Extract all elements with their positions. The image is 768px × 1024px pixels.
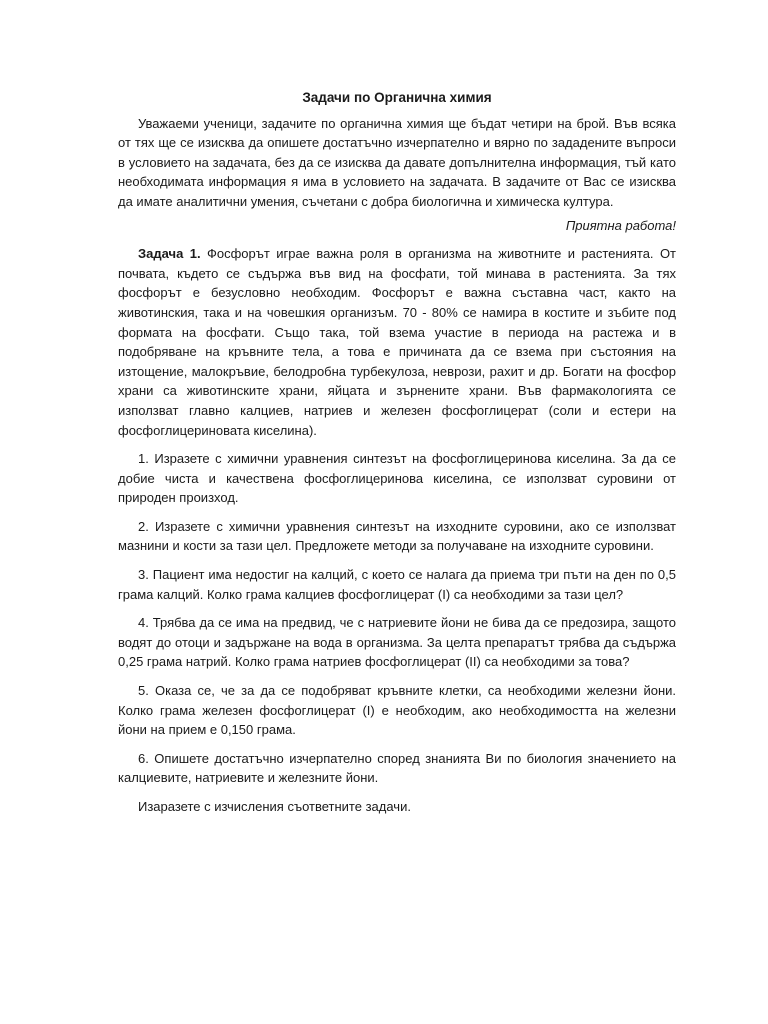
document-page: [118, 88, 676, 826]
question-3: 3. Пациент има недостиг на калций, с което се налага да приема три пъти на ден по 0,5 грама калций. Колко грама калциев фосфоглицерат (I) са необходими за тази цел?: [118, 567, 676, 602]
task-1-text: Фосфорът играе важна роля в организма на животните и растенията. От почвата, където се съдържа във вид на фосфати, той минава в растенията. За тях фосфорът е безусловно необходим. Фосфорът е важна съставна част, както на животинския, така и на човешкия организъм. 70 - 80% се намира в костите и зъбите под формата на фосфати. Също така, той взема участие в периода на растежа и в подобряване на кръвните тела, а това е причината да се взема при състояния на изтощение, малокръвие, белодробна турбекулоза, неврози, рахит и др. Богати на фосфор храни са животинските храни, яйцата и зърнените храни. Във фармакологията се използват главно калциев, натриев и железен фосфоглицерат (соли и естери на фосфоглицериновата киселина).: [118, 246, 677, 438]
question-4: 4. Трябва да се има на предвид, че с натриевите йони не бива да се предозира, защото водят до отоци и задържане на вода в организма. За целта препаратът трябва да съдържа 0,25 грама натрий. Колко грама натриев фосфоглицерат (II) са необходими за това?: [118, 615, 676, 670]
closing-instruction: Изаразете с изчисления съответните задачи.: [138, 799, 411, 814]
document-title: Задачи по Органична химия: [302, 90, 492, 105]
intro-paragraph: Уважаеми ученици, задачите по органична химия ще бъдат четири на брой. Във всяка от тях ще се изисква да опишете достатъчно изчерпателно и вярно по зададените въпроси в условието на задачата, без да се изисква да давате допълнителна информация, тъй като необходимата информация я има в условието на задачата. В задачите от Вас се изисква да имате аналитични умения, съчетани с добра биологична и химическа култура.: [118, 115, 676, 209]
question-1: 1. Изразете с химични уравнения синтезът на фосфоглицеринова киселина. За да се добие чиста и качествена фосфоглицеринова киселина, се използват суровини от природен произход.: [118, 451, 676, 506]
question-6: 6. Опишете достатъчно изчерпателно според знанията Ви по биология значението на калциевите, натриевите и железните йони.: [118, 750, 676, 786]
question-5: 5. Оказа се, че за да се подобряват кръвните клетки, са необходими железни йони. Колко грама железен фосфоглицерат (I) е необходим, ако необходимостта на железни йони на прием е 0,150 грама.: [118, 683, 676, 738]
task-1-label: Задача 1.: [138, 246, 201, 262]
question-2: 2. Изразете с химични уравнения синтезът на изходните суровини, ако се използват мазнини и кости за тази цел. Предложете методи за получаване на изходните суровини.: [118, 518, 676, 554]
task-1-paragraph: [118, 244, 676, 440]
greeting-text: Приятна работа!: [565, 217, 676, 233]
